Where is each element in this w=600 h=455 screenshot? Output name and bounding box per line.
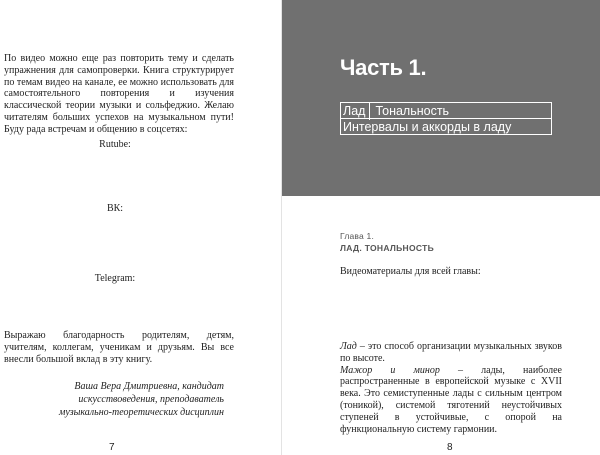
topic-lad: Лад (343, 104, 366, 118)
left-page (0, 0, 282, 455)
intro-paragraph: По видео можно еще раз повторить тему и сделать упражнения для самопроверки. Книга структурирует по темам видео на канале, ее можно использовать для самостоятельного повторения и изучения классической теории музыки и сольфеджио. Желаю читателям больших успехов на музыкальном пути! Буду рада встречам и общению в соцсетях: (4, 53, 234, 135)
signature-line-1: Ваша Вера Дмитриевна, кандидат (74, 381, 224, 392)
vk-label: ВК: (106, 203, 124, 214)
author-signature (24, 381, 224, 419)
definition-major-minor-term: Мажор и минор (340, 364, 440, 376)
definition-lad-text: – это способ организации музыкальных звуков по высоте. (340, 341, 562, 364)
telegram-label: Telegram: (94, 273, 136, 284)
topic-tonality: Тональность (375, 104, 450, 118)
video-note: Видеоматериалы для всей главы: (340, 266, 481, 277)
signature-line-2: искусствоведения, преподаватель (78, 393, 224, 405)
signature-line-3: музыкально-теоретических дисциплин (59, 406, 224, 418)
right-page (282, 0, 600, 455)
thanks-paragraph: Выражаю благодарность родителям, детям, учителям, коллегам, ученикам и друзьям. Вы все внесли большой вклад в эту книгу. (4, 330, 234, 365)
chapter-title: ЛАД. ТОНАЛЬНОСТЬ (340, 243, 435, 253)
part-title: Часть 1. (340, 55, 427, 80)
definition-major-minor (340, 365, 562, 436)
definition-lad (340, 341, 562, 365)
definitions (340, 341, 562, 435)
topic-row-1 (340, 102, 552, 119)
definition-lad-term: Лад (340, 341, 357, 352)
rutube-label: Rutube: (99, 139, 131, 150)
topic-row-2: Интервалы и аккорды в ладу (340, 118, 552, 135)
page-number-left: 7 (109, 442, 115, 453)
chapter-number: Глава 1. (340, 231, 375, 241)
part-header (282, 0, 600, 196)
definition-major-minor-text: – лады, наиболее распространенные в европейской музыке с XVII века. Это семиступенные лады с сильным центром (тоникой), системой тяготений неустойчивых ступеней в устойчивые, с опорой на функциональную систему гармонии. (340, 364, 562, 435)
page-number-right: 8 (447, 442, 453, 453)
